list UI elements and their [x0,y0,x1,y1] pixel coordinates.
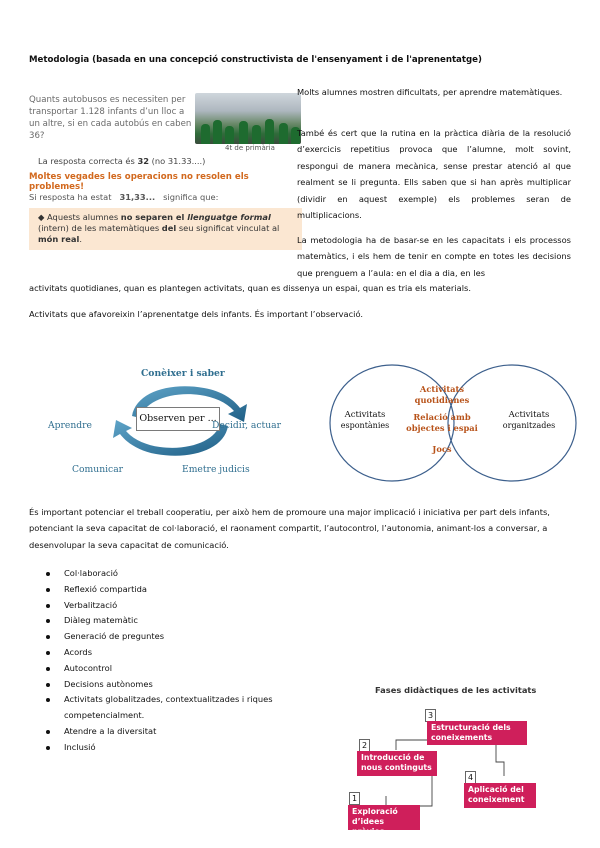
warning-text: Moltes vegades les operacions no resolen els problemes! [29,172,249,192]
explanation-note [29,208,302,250]
correct-answer: La resposta correcta és 32 (no 31.33....) [38,156,206,166]
paragraph-2: També és cert que la rutina en la pràctica diària de la resolució d’exercicis repetitius provoca que l’alumne, molt sovint, respongui de manera mecànica, sense prestar atenció al que realment se li pregunta. Ells saben que si han après multiplicar (dividir en aquest exemple) els problemes seran de multiplicacions. [297,128,571,221]
phase-3-number: 3 [425,709,436,722]
explanation-text: ◆ Aquests alumnes no separen el llenguatge formal (intern) de les matemàtiques del seu significat vinculat al món real. [38,212,280,244]
list-item: Activitats globalitzades, contextualitzades i riques competencialment. [46,692,336,724]
list-item: Decisions autònomes [46,677,336,693]
list-item: Verbalització [46,598,336,614]
observation-cycle-diagram [44,364,284,480]
phase-4-number: 4 [465,771,476,784]
venn-center-mid: Relació amb objectes i espai [406,412,478,433]
list-item: Atendre a la diversitat [46,724,336,740]
wrong-answer-line: Si resposta ha estat 31,33... significa que: [29,192,219,202]
list-item: Acords [46,645,336,661]
venn-left-label: Activitats espontànies [340,410,390,430]
example-image [29,88,302,250]
phase-1-box: Exploració d’idees prèvies [348,805,420,830]
cycle-label-top: Conèixer i saber [141,368,225,379]
example-question: Quants autobusos es necessiten per transportar 1.128 infants d’un lloc a un altre, si en cada autobús en caben 36? [29,95,192,141]
page-title: Metodologia (basada en una concepció constructivista de l'ensenyament i de l'aprenentatge) [29,55,482,65]
list-item: Col·laboració [46,566,336,582]
cycle-label-bottom-left: Comunicar [72,464,124,475]
paragraph-3: La metodologia ha de basar-se en les capacitats i els processos matemàtics, i els hem de tenir en compte en totes les decisions que prenguem a l’aula: en el dia a dia, en les [297,235,571,278]
cycle-label-left: Aprendre [48,420,92,431]
venn-right-label: Activitats organitzades [502,410,556,430]
phase-4-box: Aplicació del coneixement [464,783,536,808]
list-item: Autocontrol [46,661,336,677]
connector-3-4 [496,744,504,776]
paragraph-3-continued: activitats quotidianes, quan es plantegen activitats, quan es dissenya un espai, quan es tria els materials. [29,283,471,293]
paragraph-1: Molts alumnes mostren dificultats, per aprendre matemàtiques. [297,87,563,97]
cycle-label-bottom-right: Emetre judicis [182,464,250,475]
didactic-phases-diagram [336,684,561,834]
phases-title: Fases didàctiques de les activitats [375,685,537,695]
phase-1-number: 1 [349,792,360,805]
paragraph-4: Activitats que afavoreixin l’aprenentatge dels infants. És important l’observació. [29,309,364,319]
list-item: Reflexió compartida [46,582,336,598]
cycle-center-box: Observen per ... [136,407,220,431]
classroom-photo [195,93,301,144]
list-item: Inclusió [46,740,336,756]
phase-3-box: Estructuració dels coneixements [427,721,527,745]
list-item: Generació de preguntes [46,629,336,645]
paragraph-5: És important potenciar el treball cooperatiu, per això hem de promoure una major implicació i iniciativa per part dels infants, potenciant la seva capacitat de col·laboració, el raonament compartit, l’autocontrol, l’autonomia, animant-los a conversar, a desenvolupar la seva capacitat de comunicació. [29,507,550,550]
venn-diagram [326,362,580,484]
phase-2-number: 2 [359,739,370,752]
photo-caption: 4t de primària [225,144,275,152]
competence-list [46,566,336,756]
venn-center-bottom: Jocs [432,444,452,454]
venn-center-top: Activitats quotidianes [414,384,470,405]
phase-2-box: Introducció de nous continguts [357,751,437,776]
list-item: Diàleg matemàtic [46,613,336,629]
connector-2-3 [396,740,427,750]
cycle-label-right: Decidir, actuar [212,420,282,431]
